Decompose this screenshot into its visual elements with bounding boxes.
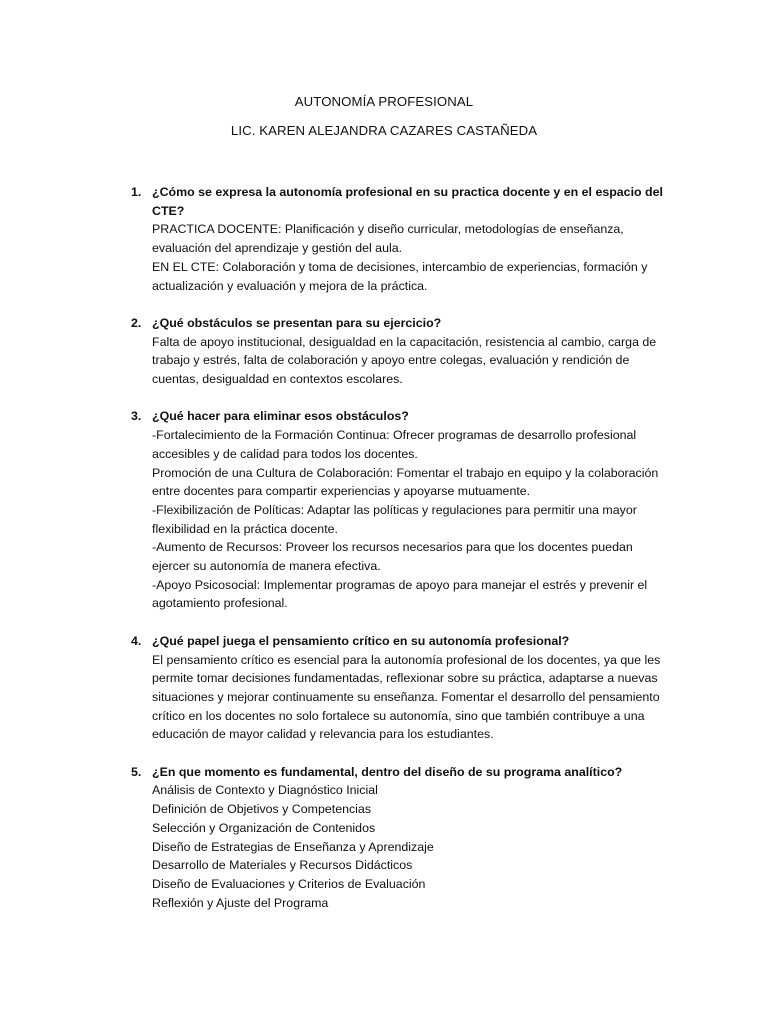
answer-line: -Apoyo Psicosocial: Implementar programas de apoyo para manejar el estrés y prevenir el agotamiento profesional.	[152, 577, 648, 611]
question-item-3	[131, 407, 668, 613]
answer-line: -Flexibilización de Políticas: Adaptar las políticas y regulaciones para permitir una mayor flexibilidad en la práctica docente.	[152, 502, 637, 536]
question-item-2	[131, 314, 668, 389]
question-number: 1.	[131, 185, 142, 199]
question-item-1	[131, 183, 668, 295]
question-text: ¿Qué papel juega el pensamiento crítico en su autonomía profesional?	[152, 633, 570, 648]
answer-line: El pensamiento crítico es esencial para la autonomía profesional de los docentes, ya que les permite tomar decisiones fundamentadas, reflexionar sobre su práctica, adaptarse a nuevas situaciones y mejorar continuamente su enseñanza. Fomentar el desarrollo del pensamiento crítico en los docentes no solo fortalece su autonomía, sino que también contribuye a una educación de mayor calidad y relevancia para los estudiantes.	[152, 652, 661, 742]
document-author: LIC. KAREN ALEJANDRA CAZARES CASTAÑEDA	[230, 123, 538, 138]
answer-line: Reflexión y Ajuste del Programa	[152, 895, 329, 910]
question-text: ¿Qué obstáculos se presentan para su ejercicio?	[152, 315, 442, 330]
document-title: AUTONOMÍA PROFESIONAL	[294, 94, 474, 109]
answer-line: EN EL CTE: Colaboración y toma de decisiones, intercambio de experiencias, formación y actualización y evaluación y mejora de la práctica.	[152, 259, 648, 293]
question-number: 4.	[131, 633, 142, 648]
question-number: 5.	[131, 764, 142, 779]
answer-line: Diseño de Estrategias de Enseñanza y Aprendizaje	[152, 839, 434, 854]
question-list	[131, 183, 668, 931]
answer-line: Análisis de Contexto y Diagnóstico Inicial	[152, 783, 378, 798]
question-number: 2.	[131, 315, 142, 330]
answer-line: -Aumento de Recursos: Proveer los recursos necesarios para que los docentes puedan ejercer su autonomía de manera efectiva.	[152, 540, 633, 574]
answer-line: Falta de apoyo institucional, desigualdad en la capacitación, resistencia al cambio, carga de trabajo y estrés, falta de colaboración y apoyo entre colegas, evaluación y rendición de cuentas, desigualdad en contextos escolares.	[152, 334, 657, 387]
question-text: ¿Cómo se expresa la autonomía profesional en su practica docente y en el espacio del CTE?	[152, 185, 663, 218]
question-text: ¿Qué hacer para eliminar esos obstáculos?	[152, 409, 409, 424]
question-number: 3.	[131, 409, 142, 424]
question-text: ¿En que momento es fundamental, dentro del diseño de su programa analítico?	[152, 764, 623, 779]
question-item-4	[131, 632, 668, 744]
question-item-5	[131, 763, 668, 913]
answer-line: Diseño de Evaluaciones y Criterios de Evaluación	[152, 876, 426, 891]
answer-line: Promoción de una Cultura de Colaboración: Fomentar el trabajo en equipo y la colaboración entre docentes para compartir experiencias y apoyarse mutuamente.	[152, 465, 659, 499]
answer-line: PRACTICA DOCENTE: Planificación y diseño curricular, metodologías de enseñanza, evaluación del aprendizaje y gestión del aula.	[152, 222, 624, 256]
answer-line: Definición de Objetivos y Competencias	[152, 802, 372, 817]
answer-line: -Fortalecimiento de la Formación Continua: Ofrecer programas de desarrollo profesional accesibles y de calidad para todos los docentes.	[152, 428, 637, 461]
answer-line: Selección y Organización de Contenidos	[152, 820, 376, 835]
answer-line: Desarrollo de Materiales y Recursos Didácticos	[152, 858, 413, 873]
